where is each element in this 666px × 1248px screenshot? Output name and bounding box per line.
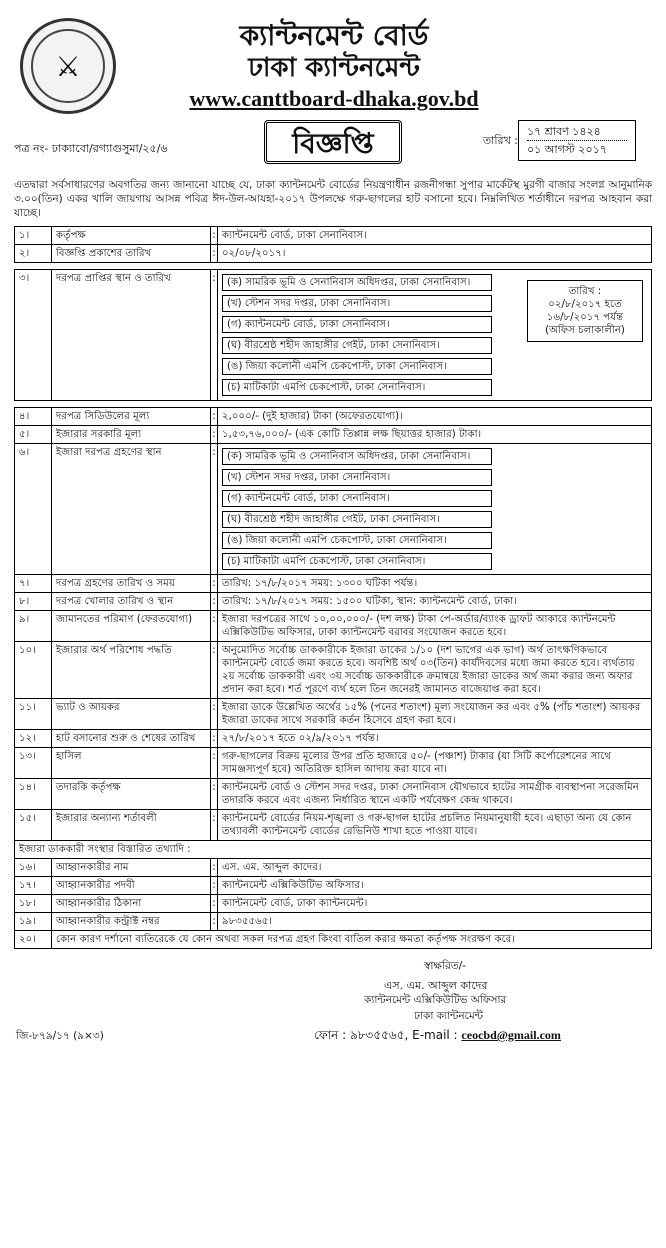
row-label: আহ্বানকারীর ঠিকানা [52, 895, 211, 913]
row-label: বিজ্ঞপ্তি প্রকাশের তারিখ [52, 245, 211, 263]
table-row: ১৪। তদারকি কর্তৃপক্ষ : ক্যান্টনমেন্ট বোর্ড ও স্টেশন সদর দপ্তর, ঢাকা সেনানিবাস যৌথভাবে হাটের সামগ্রীক ব্যবস্থাপনা সরেজমিন তদারকি করবে এবং এজন্য নির্ধারিত স্থানে একটি পর্যবেক্ষণ কেন্দ্র থাকবে। [15, 779, 652, 810]
date-range-label: তারিখ : [568, 286, 602, 297]
conditions-table [14, 226, 652, 949]
place-item: (ঙ) জিয়া কলোনী এমপি চেকপোস্ট, ঢাকা সেনানিবাস। [222, 358, 492, 375]
row-value [218, 444, 652, 575]
emblem-icon: ⚔ [31, 29, 105, 103]
header [14, 10, 654, 120]
serial: ২০। [15, 931, 52, 949]
table-row: ১০। ইজারার অর্থ পরিশোধ পদ্ধতি : অনুমোদিত সর্বোচ্চ ডাককারীকে ইজারা ডাকের ১/১০ (দশ ভাগের এক ভাগ) অর্থ তাৎক্ষণিকভাবে ক্যান্টনমেন্ট বোর্ডে জমা করতে হবে। অবশিষ্ট অর্থ ০৩(তিন) কার্যদিবসের মধ্যে জমা করতে হবে। ব্যর্থতায় ২য় সর্বোচ্চ ডাককারী এবং ৩য় সর্বোচ্চ ডাককারীকে ক্রমান্বয়ে ইজারা ডাকের অর্থ জমা করার জন্য অফার প্রদান করা হবে। শর্ত পূরণে ব্যর্থ হলে তিন জনেরই জামানত বাজেয়াপ্ত করা হবে। [15, 642, 652, 699]
row-value: ৯৮৩৫৫৬৫। [218, 913, 652, 931]
table-row: ৩। দরপত্র প্রাপ্তির স্থান ও তারিখ : তারিখ : ০২/৮/২০১৭ হতে ১৬/৮/২০১৭ পর্যন্ত (অফিস চলাকালীন) (ক) সামরিক ভূমি ও সেনানিবাস অধিদপ্তর, ঢাকা সেনানিবাস। (খ) স্টেশন সদর দপ্তর, ঢাকা সেনানিবাস। (গ) ক্যান্টনমেন্ট বোর্ড, ঢাকা সেনানিবাস। (ঘ) বীরশ্রেষ্ঠ শহীদ জাহাঙ্গীর গেইট, ঢাকা সেনানিবাস। (ঙ) জিয়া কলোনী এমপি চেকপোস্ট, ঢাকা সেনানিবাস। (চ) মাটিকাটা এমপি চেকপোস্ট, ঢাকা সেনানিবাস। [15, 270, 652, 401]
table-row: ১৩। হাসিল : গরু-ছাগলের বিক্রয় মূল্যের উপর প্রতি হাজারে ৫০/- (পঞ্চাশ) টাকার (যা সিটি কর্পোরেশনের সাথে সামঞ্জস্যপূর্ণ হবে) অতিরিক্ত হাসিল আদায় করা যাবে না। [15, 748, 652, 779]
serial: ১৮। [15, 895, 52, 913]
date-from: ০২/৮/২০১৭ হতে [548, 299, 622, 310]
row-label: কর্তৃপক্ষ [52, 227, 211, 245]
serial: ১। [15, 227, 52, 245]
place-item: (গ) ক্যান্টনমেন্ট বোর্ড, ঢাকা সেনানিবাস। [222, 316, 492, 333]
row-label: দরপত্র প্রাপ্তির স্থান ও তারিখ [52, 270, 211, 401]
serial: ৮। [15, 593, 52, 611]
row-value: কোন কারণ দর্শানো ব্যতিরেকে যে কোন অথবা সকল দরপত্র গ্রহণ কিংবা বাতিল করার ক্ষমতা কর্তৃপক্ষ সংরক্ষণ করে। [52, 931, 652, 949]
serial: ২। [15, 245, 52, 263]
row-value: ১,৫৩,৭৬,০০০/- (এক কোটি তিপ্পান্ন লক্ষ ছিয়াত্তর হাজার) টাকা। [218, 426, 652, 444]
serial: ৯। [15, 611, 52, 642]
serial: ১৯। [15, 913, 52, 931]
table-row: ৯। জামানতের পরিমাণ (ফেরতযোগ্য) : ইজারা দরপত্রের সাথে ১০,০০,০০০/- (দশ লক্ষ) টাকা পে-অর্ডার/ব্যাংক ড্রাফট আকারে ক্যান্টনমেন্ট এক্সিকিউটিভ অফিসার, ঢাকা ক্যান্টনমেন্ট বরাবর সংযোজন করতে হবে। [15, 611, 652, 642]
serial: ৪। [15, 408, 52, 426]
serial: ৫। [15, 426, 52, 444]
notice-title: বিজ্ঞপ্তি [264, 120, 402, 164]
place-item: (ঙ) জিয়া কলোনী এমপি চেকপোস্ট, ঢাকা সেনানিবাস। [222, 532, 492, 549]
place-item: (ক) সামরিক ভূমি ও সেনানিবাস অধিদপ্তর, ঢাকা সেনানিবাস। [222, 274, 492, 291]
reference-row [14, 120, 654, 170]
table-row: ১৯। আহ্বানকারীর কন্ট্রাক্ট নম্বর : ৯৮৩৫৫৬৫। [15, 913, 652, 931]
place-item: (ক) সামরিক ভূমি ও সেনানিবাস অধিদপ্তর, ঢাকা সেনানিবাস। [222, 448, 492, 465]
date-to: ১৬/৮/২০১৭ পর্যন্ত [546, 312, 624, 323]
row-value: তারিখ: ১৭/৮/২০১৭ সময়: ১৫০০ ঘটিকা, স্থান: ক্যান্টনমেন্ট বোর্ড, ঢাকা। [218, 593, 652, 611]
signed-mark: স্বাক্ষরিত/- [424, 960, 466, 972]
section-heading: ইজারা ডাককারী সংস্থার বিস্তারিত তথ্যাদি : [15, 841, 652, 859]
row-value [218, 270, 652, 401]
row-label: তদারকি কর্তৃপক্ষ [52, 779, 211, 810]
org-subtitle: ঢাকা ক্যান্টনমেন্ট [248, 53, 420, 83]
row-label: ইজারা দরপত্র গ্রহণের স্থান [52, 444, 211, 575]
row-value: তারিখ: ১৭/৮/২০১৭ সময়: ১৩০০ ঘটিকা পর্যন্ত। [218, 575, 652, 593]
row-value: ক্যান্টনমেন্ট বোর্ড, ঢাকা সেনানিবাস। [218, 227, 652, 245]
table-row: ৭। দরপত্র গ্রহণের তারিখ ও সময় : তারিখ: ১৭/৮/২০১৭ সময়: ১৩০০ ঘটিকা পর্যন্ত। [15, 575, 652, 593]
table-row: ৬। ইজারা দরপত্র গ্রহণের স্থান : (ক) সামরিক ভূমি ও সেনানিবাস অধিদপ্তর, ঢাকা সেনানিবাস। (খ) স্টেশন সদর দপ্তর, ঢাকা সেনানিবাস। (গ) ক্যান্টনমেন্ট বোর্ড, ঢাকা সেনানিবাস। (ঘ) বীরশ্রেষ্ঠ শহীদ জাহাঙ্গীর গেইট, ঢাকা সেনানিবাস। (ঙ) জিয়া কলোনী এমপি চেকপোস্ট, ঢাকা সেনানিবাস। (চ) মাটিকাটা এমপি চেকপোস্ট, ঢাকা সেনানিবাস। [15, 444, 652, 575]
place-item: (চ) মাটিকাটা এমপি চেকপোস্ট, ঢাকা সেনানিবাস। [222, 379, 492, 396]
serial: ৭। [15, 575, 52, 593]
row-label: জামানতের পরিমাণ (ফেরতযোগ্য) [52, 611, 211, 642]
serial: ১১। [15, 699, 52, 730]
serial: ১২। [15, 730, 52, 748]
date-box [482, 120, 636, 161]
row-value: ইজারা ডাকে উল্লেখিত অর্থের ১৫% (পনের শতাংশ) মূল্য সংযোজন কর এবং ৫% (পাঁচ শতাংশ) আয়কর ইজারা ডাকের সাথে সরকারি কর্তন হিসেবে গ্রহণ করা হবে। [218, 699, 652, 730]
receipt-date-range [527, 280, 643, 342]
row-value: ক্যান্টনমেন্ট বোর্ডের নিয়ম-শৃঙ্খলা ও গরু-ছাগল হাটের প্রচলিত নিয়মানুযায়ী হবে। এছাড়া অন্য যে কোন তথ্যাবলী ক্যান্টনমেন্ট বোর্ডের রেভিনিউ শাখা হতে পাওয়া যাবে। [218, 810, 652, 841]
table-row [15, 931, 652, 949]
row-value: ২৭/৮/২০১৭ হতে ০২/৯/২০১৭ পর্যন্ত। [218, 730, 652, 748]
table-row: ৮। দরপত্র খোলার তারিখ ও স্থান : তারিখ: ১৭/৮/২০১৭ সময়: ১৫০০ ঘটিকা, স্থান: ক্যান্টনমেন্ট বোর্ড, ঢাকা। [15, 593, 652, 611]
place-item: (চ) মাটিকাটা এমপি চেকপোস্ট, ঢাকা সেনানিবাস। [222, 553, 492, 570]
table-row: ৫। ইজারার সরকারি মূল্য : ১,৫৩,৭৬,০০০/- (এক কোটি তিপ্পান্ন লক্ষ ছিয়াত্তর হাজার) টাকা। [15, 426, 652, 444]
serial: ১৭। [15, 877, 52, 895]
contact-phone: ফোন : ৯৮৩৫৫৬৫, E-mail : [314, 1028, 462, 1042]
row-value: ইজারা দরপত্রের সাথে ১০,০০,০০০/- (দশ লক্ষ) টাকা পে-অর্ডার/ব্যাংক ড্রাফট আকারে ক্যান্টনমেন্ট এক্সিকিউটিভ অফিসার, ঢাকা ক্যান্টনমেন্ট বরাবর সংযোজন করতে হবে। [218, 611, 652, 642]
table-row: ১। কর্তৃপক্ষ : ক্যান্টনমেন্ট বোর্ড, ঢাকা সেনানিবাস। [15, 227, 652, 245]
row-label: ইজারার সরকারি মূল্য [52, 426, 211, 444]
place-item: (গ) ক্যান্টনমেন্ট বোর্ড, ঢাকা সেনানিবাস। [222, 490, 492, 507]
serial: ১৩। [15, 748, 52, 779]
contact-info [314, 1027, 561, 1047]
reference-number: পত্র নং- ঢাক্যাবো/রগ্যাগুসুমা/২৫/৬ [14, 142, 168, 155]
row-label: আহ্বানকারীর কন্ট্রাক্ট নম্বর [52, 913, 211, 931]
row-label: ভ্যাট ও আয়কর [52, 699, 211, 730]
row-value: এস. এম. আব্দুল কাদের। [218, 859, 652, 877]
organization-block [14, 20, 654, 114]
org-title: ক্যান্টনমেন্ট বোর্ড [239, 19, 429, 52]
intro-paragraph: এতদ্বারা সর্বসাধারণের অবগতির জন্য জানানো যাচ্ছে যে, ঢাকা ক্যান্টনমেন্ট বোর্ডের নিয়ন্ত্রণাধীন রজনীগন্ধা সুপার মার্কেটস্থ মুরগী বাজার সংলগ্ন আনুমানিক ৩.০০(তিন) একর খালি জায়গায় আসন্ন পবিত্র ঈদ-উল-আযহা-২০১৭ উপলক্ষে গরু-ছাগলের হাট বসানো হবে। নিম্নলিখিত শর্তাধীনে দরপত্র আহবান করা যাচ্ছে। [14, 179, 652, 219]
row-label: ইজারার অর্থ পরিশোধ পদ্ধতি [52, 642, 211, 699]
table-row: ১৬। আহ্বানকারীর নাম : এস. এম. আব্দুল কাদের। [15, 859, 652, 877]
date-english: ০১ আগস্ট ২০১৭ [527, 143, 607, 156]
row-value: ক্যান্টনমেন্ট বোর্ড ও স্টেশন সদর দপ্তর, ঢাকা সেনানিবাস যৌথভাবে হাটের সামগ্রীক ব্যবস্থাপনা সরেজমিন তদারকি করবে এবং এজন্য নির্ধারিত স্থানে একটি পর্যবেক্ষণ কেন্দ্র থাকবে। [218, 779, 652, 810]
date-label: তারিখ : [482, 134, 518, 147]
serial: ১৫। [15, 810, 52, 841]
row-label: দরপত্র সিডিউলের মূল্য [52, 408, 211, 426]
signature-block [14, 949, 654, 1042]
serial: ১৪। [15, 779, 52, 810]
place-item: (ঘ) বীরশ্রেষ্ঠ শহীদ জাহাঙ্গীর গেইট, ঢাকা সেনানিবাস। [222, 511, 492, 528]
website-link[interactable]: www.canttboard-dhaka.gov.bd [189, 86, 479, 111]
table-row: ১২। হাট বসানোর শুরু ও শেষের তারিখ : ২৭/৮/২০১৭ হতে ০২/৯/২০১৭ পর্যন্ত। [15, 730, 652, 748]
table-row: ১৫। ইজারার অন্যান্য শর্তাবলী : ক্যান্টনমেন্ট বোর্ডের নিয়ম-শৃঙ্খলা ও গরু-ছাগল হাটের প্রচলিত নিয়মানুযায়ী হবে। এছাড়া অন্য যে কোন তথ্যাবলী ক্যান্টনমেন্ট বোর্ডের রেভিনিউ শাখা হতে পাওয়া যাবে। [15, 810, 652, 841]
row-label: আহ্বানকারীর নাম [52, 859, 211, 877]
date-bengali: ১৭ শ্রাবণ ১৪২৪ [527, 123, 627, 141]
row-label: ইজারার অন্যান্য শর্তাবলী [52, 810, 211, 841]
row-label: হাট বসানোর শুরু ও শেষের তারিখ [52, 730, 211, 748]
place-item: (ঘ) বীরশ্রেষ্ঠ শহীদ জাহাঙ্গীর গেইট, ঢাকা সেনানিবাস। [222, 337, 492, 354]
row-label: দরপত্র গ্রহণের তারিখ ও সময় [52, 575, 211, 593]
section-heading-row [15, 841, 652, 859]
serial: ৩। [15, 270, 52, 401]
row-value: গরু-ছাগলের বিক্রয় মূল্যের উপর প্রতি হাজারে ৫০/- (পঞ্চাশ) টাকার (যা সিটি কর্পোরেশনের সাথে সামঞ্জস্যপূর্ণ হবে) অতিরিক্ত হাসিল আদায় করা যাবে না। [218, 748, 652, 779]
serial: ৬। [15, 444, 52, 575]
place-item: (খ) স্টেশন সদর দপ্তর, ঢাকা সেনানিবাস। [222, 469, 492, 486]
office-hours: (অফিস চলাকালীন) [545, 325, 625, 336]
row-value: অনুমোদিত সর্বোচ্চ ডাককারীকে ইজারা ডাকের ১/১০ (দশ ভাগের এক ভাগ) অর্থ তাৎক্ষণিকভাবে ক্যান্টনমেন্ট বোর্ডে জমা করতে হবে। অবশিষ্ট অর্থ ০৩(তিন) কার্যদিবসের মধ্যে জমা করতে হবে। ব্যর্থতায় ২য় সর্বোচ্চ ডাককারী এবং ৩য় সর্বোচ্চ ডাককারীকে ক্রমান্বয়ে ইজারা ডাকের অর্থ জমা করার জন্য অফার প্রদান করা হবে। শর্ত পূরণে ব্যর্থ হলে তিন জনেরই জামানত বাজেয়াপ্ত করা হবে। [218, 642, 652, 699]
publication-code: জি-৮৭৯/১৭ (৯×৩) [16, 1030, 104, 1042]
row-value: ক্যান্টনমেন্ট এক্সিকিউটিভ অফিসার। [218, 877, 652, 895]
place-item: (খ) স্টেশন সদর দপ্তর, ঢাকা সেনানিবাস। [222, 295, 492, 312]
row-value: ২,০০০/- (দুই হাজার) টাকা (অফেরতযোগ্য)। [218, 408, 652, 426]
row-value: ০২/০৮/২০১৭। [218, 245, 652, 263]
signatory-place: ঢাকা ক্যান্টনমেন্ট [414, 1010, 483, 1022]
row-label: দরপত্র খোলার তারিখ ও স্থান [52, 593, 211, 611]
row-value: ক্যান্টনমেন্ট বোর্ড, ঢাকা ক্যান্টনমেন্ট। [218, 895, 652, 913]
row-label: হাসিল [52, 748, 211, 779]
serial: ১০। [15, 642, 52, 699]
signatory-name: এস. এম. আব্দুল কাদের [384, 979, 488, 992]
table-row: ১১। ভ্যাট ও আয়কর : ইজারা ডাকে উল্লেখিত অর্থের ১৫% (পনের শতাংশ) মূল্য সংযোজন কর এবং ৫% (পাঁচ শতাংশ) আয়কর ইজারা ডাকের সাথে সরকারি কর্তন হিসেবে গ্রহণ করা হবে। [15, 699, 652, 730]
table-row: ১৮। আহ্বানকারীর ঠিকানা : ক্যান্টনমেন্ট বোর্ড, ঢাকা ক্যান্টনমেন্ট। [15, 895, 652, 913]
table-row: ২। বিজ্ঞপ্তি প্রকাশের তারিখ : ০২/০৮/২০১৭। [15, 245, 652, 263]
row-label: আহ্বানকারীর পদবী [52, 877, 211, 895]
table-row: ১৭। আহ্বানকারীর পদবী : ক্যান্টনমেন্ট এক্সিকিউটিভ অফিসার। [15, 877, 652, 895]
table-row: ৪। দরপত্র সিডিউলের মূল্য : ২,০০০/- (দুই হাজার) টাকা (অফেরতযোগ্য)। [15, 408, 652, 426]
signatory-designation: ক্যান্টনমেন্ট এক্সিকিউটিভ অফিসার [364, 994, 507, 1006]
serial: ১৬। [15, 859, 52, 877]
email-link[interactable]: ceocbd@gmail.com [461, 1028, 561, 1042]
